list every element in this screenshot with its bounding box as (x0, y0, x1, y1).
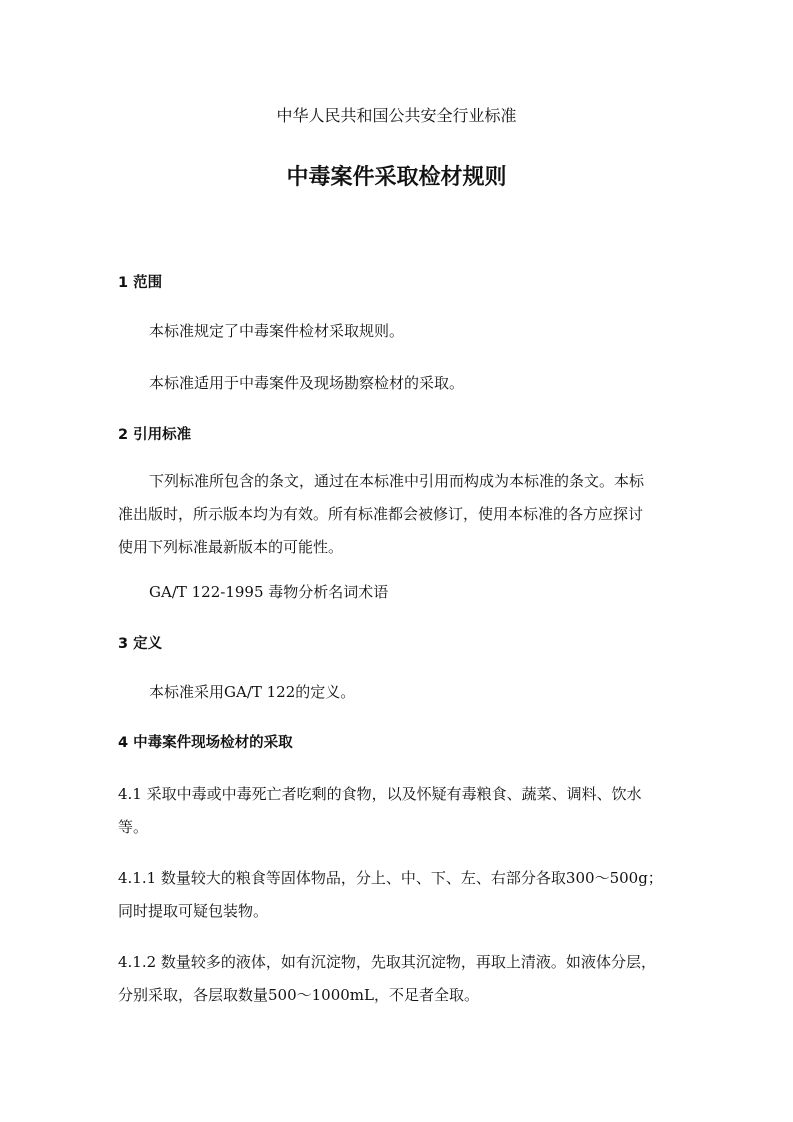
paragraph: 本标准适用于中毒案件及现场勘察检材的采取。 (149, 374, 465, 392)
paragraph-line: 使用下列标准最新版本的可能性。 (118, 538, 344, 556)
section-heading-sampling: 4 中毒案件现场检材的采取 (118, 735, 293, 751)
clause-line: 同时提取可疑包装物。 (118, 902, 269, 920)
paragraph: 本标准采用GA/T 122的定义。 (149, 683, 356, 701)
clause-line: 4.1 采取中毒或中毒死亡者吃剩的食物，以及怀疑有毒粮食、蔬菜、调料、饮水 (118, 785, 642, 803)
clause-line: 分别采取，各层取数量500～1000mL，不足者全取。 (118, 986, 479, 1004)
clause-line: 等。 (118, 818, 149, 836)
document-title: 中毒案件采取检材规则 (286, 165, 507, 190)
paragraph: 本标准规定了中毒案件检材采取规则。 (149, 322, 405, 340)
paragraph-line: 准出版时，所示版本均为有效。所有标准都会被修订，使用本标准的各方应探讨 (118, 505, 644, 523)
clause-line: 4.1.1 数量较大的粮食等固体物品，分上、中、下、左、右部分各取300～500g； (118, 869, 663, 887)
section-heading-definitions: 3 定义 (118, 636, 163, 652)
paragraph-line: 下列标准所包含的条文，通过在本标准中引用而构成为本标准的条文。本标 (149, 472, 645, 490)
reference-item: GA/T 122-1995 毒物分析名词术语 (149, 583, 389, 601)
section-heading-scope: 1 范围 (118, 275, 163, 291)
clause-line: 4.1.2 数量较多的液体，如有沉淀物，先取其沉淀物，再取上清液。如液体分层， (118, 953, 656, 971)
section-heading-references: 2 引用标准 (118, 427, 192, 443)
standard-category: 中华人民共和国公共安全行业标准 (276, 106, 517, 125)
